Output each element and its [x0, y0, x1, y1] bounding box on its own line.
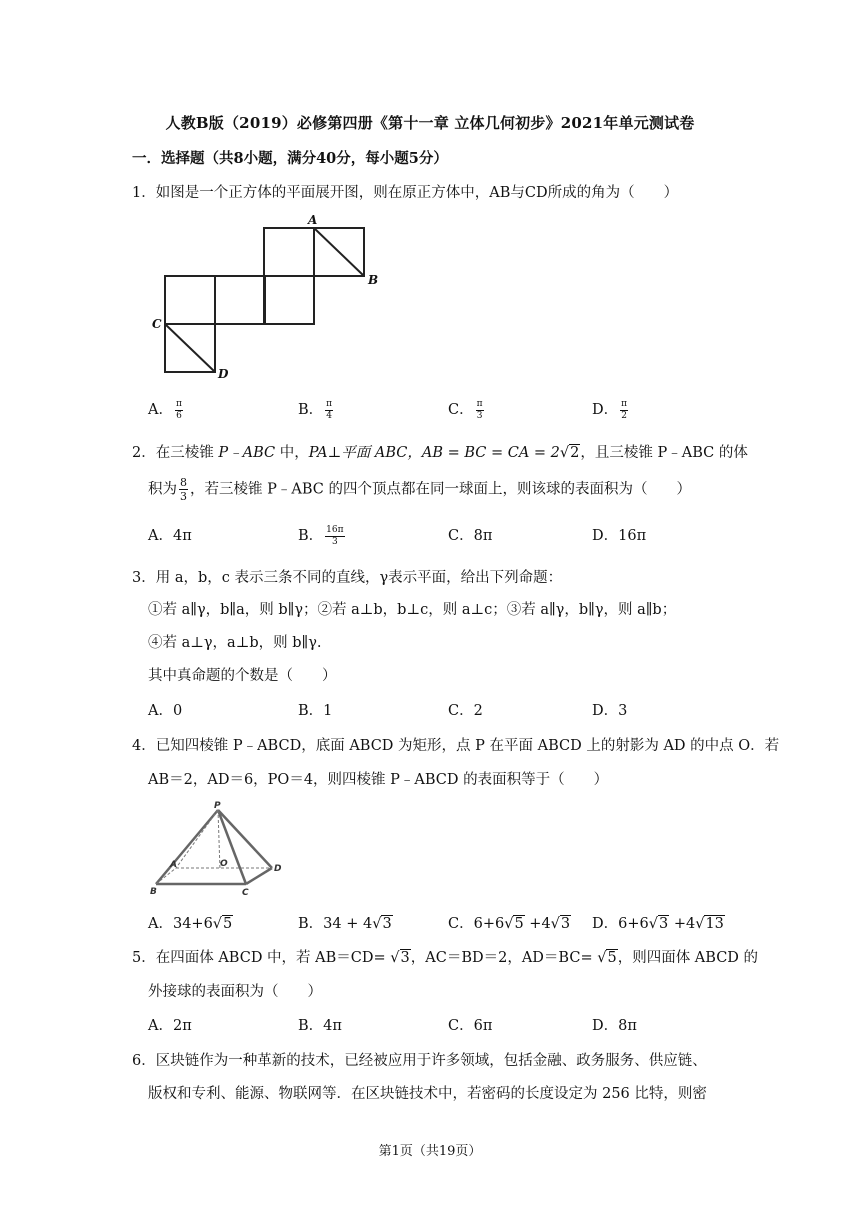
label-c: C: [242, 888, 249, 898]
section-heading: 一．选择题（共8小题，满分40分，每小题5分）: [132, 150, 448, 167]
q2-option-c[interactable]: C．8π: [448, 528, 493, 544]
label-a: A: [170, 860, 177, 870]
label-c: C: [152, 317, 162, 331]
q3-option-b[interactable]: B．1: [298, 703, 333, 719]
label-a: A: [308, 213, 318, 227]
q4-stem-line2: AB＝2，AD＝6，PO＝4，则四棱锥 P﹣ABCD 的表面积等于（ ）: [148, 772, 609, 788]
q5-option-c[interactable]: C．6π: [448, 1018, 493, 1034]
q2-stem-line1: 2．在三棱锥 P﹣ABC 中，PA⊥平面 ABC，AB = BC = CA = 2√2，且三棱锥 P﹣ABC 的体: [132, 445, 748, 461]
q6-stem-line2: 版权和专利、能源、物联网等．在区块链技术中，若密码的长度设定为 256 比特，则密: [148, 1086, 707, 1102]
segment-cd: [165, 324, 215, 372]
q4-pyramid-figure: [148, 798, 288, 898]
label-o: O: [220, 859, 228, 869]
q4-options: [148, 912, 768, 936]
q5-option-d[interactable]: D．8π: [592, 1018, 637, 1034]
q1-option-d[interactable]: D． $\frac{\pi}{2}$: [592, 398, 628, 421]
q3-propositions-1-3: ①若 a∥γ，b∥a，则 b∥γ；②若 a⊥b，b⊥c，则 a⊥c；③若 a∥γ，b∥γ，则 a∥b；: [148, 602, 677, 618]
q1-option-c[interactable]: C． $\frac{\pi}{3}$: [448, 398, 483, 421]
q6-stem-line1: 6．区块链作为一种革新的技术，已经被应用于许多领域，包括金融、政务服务、供应链、: [132, 1053, 707, 1069]
q3-proposition-4: ④若 a⊥γ，a⊥b，则 b∥γ.: [148, 635, 322, 651]
q2-option-d[interactable]: D．16π: [592, 528, 647, 544]
q5-option-b[interactable]: B．4π: [298, 1018, 342, 1034]
q1-stem: 1．如图是一个正方体的平面展开图，则在原正方体中，AB与CD所成的角为（ ）: [132, 185, 679, 201]
q3-stem-line1: 3．用 a，b，c 表示三条不同的直线，γ表示平面，给出下列命题：: [132, 570, 563, 586]
page-footer: 第1页（共19页）: [378, 1144, 482, 1159]
q3-option-a[interactable]: A．0: [148, 703, 183, 719]
q2-option-a[interactable]: A．4π: [148, 528, 192, 544]
q3-options: [148, 699, 768, 723]
q2-options: [148, 524, 768, 548]
net-square-mid-3: [264, 276, 314, 324]
edge-pc: [218, 810, 246, 884]
edge-pa: [176, 810, 218, 868]
segment-ab: [314, 228, 364, 276]
q4-option-d[interactable]: D．6+6√3 +4√13: [592, 916, 724, 932]
q2-option-b[interactable]: B． $\frac{16\pi}{3}$: [298, 524, 344, 547]
net-square-top-left: [264, 228, 314, 276]
q5-stem-line1: 5．在四面体 ABCD 中，若 AB＝CD= √3，AC＝BD＝2，AD＝BC= √5，则四面体 ABCD 的: [132, 950, 759, 966]
document-title: 人教B版（2019）必修第四册《第十一章 立体几何初步》2021年单元测试卷: [165, 114, 695, 132]
q1-option-b[interactable]: B． $\frac{\pi}{4}$: [298, 398, 333, 421]
q1-option-a[interactable]: A． $\frac{\pi}{6}$: [148, 398, 182, 421]
net-square-mid-2: [215, 276, 265, 324]
q1-options: [148, 398, 768, 422]
edge-cd: [246, 868, 272, 884]
q4-option-a[interactable]: A．34+6√5: [148, 916, 233, 932]
q3-option-d[interactable]: D．3: [592, 703, 628, 719]
q3-question: 其中真命题的个数是（ ）: [148, 668, 337, 684]
edge-pb: [156, 810, 218, 884]
q4-option-c[interactable]: C．6+6√5 +4√3: [448, 916, 571, 932]
q4-stem-line1: 4．已知四棱锥 P﹣ABCD，底面 ABCD 为矩形，点 P 在平面 ABCD 上的射影为 AD 的中点 O．若: [132, 738, 780, 754]
q3-option-c[interactable]: C．2: [448, 703, 483, 719]
q1-cube-net-figure: [148, 210, 388, 385]
q2-stem-line2: 积为 $\frac{8}{3}$ ，若三棱锥 P﹣ABC 的四个顶点都在同一球面上，则该球的表面积为（ ）: [148, 476, 691, 503]
label-b: B: [368, 273, 379, 287]
net-square-mid-1: [165, 276, 215, 324]
label-b: B: [150, 887, 157, 897]
label-d: D: [274, 864, 282, 874]
label-p: P: [214, 801, 221, 811]
q5-options: [148, 1014, 768, 1038]
q5-stem-line2: 外接球的表面积为（ ）: [148, 984, 322, 1000]
q5-option-a[interactable]: A．2π: [148, 1018, 192, 1034]
q4-option-b[interactable]: B．34 + 4√3: [298, 916, 392, 932]
label-d: D: [218, 367, 229, 381]
